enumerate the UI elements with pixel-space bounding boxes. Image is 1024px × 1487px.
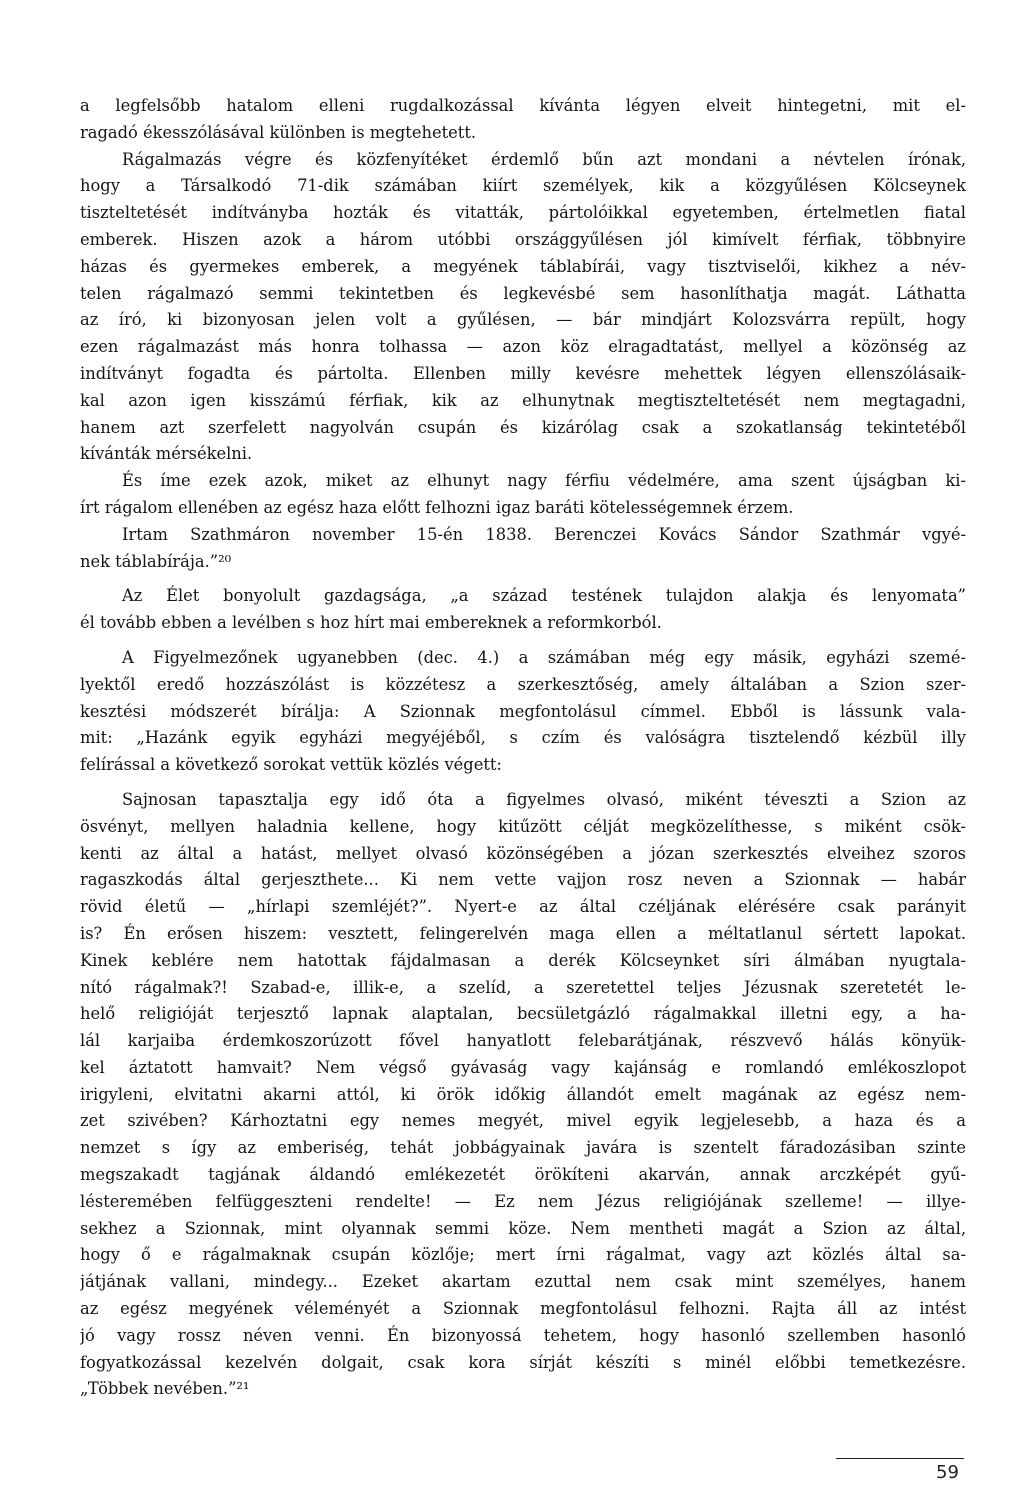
text-line: lál karjaiba érdemkoszorúzott fővel hanyatlott felebarátjának, részvevő hálás könyük-: [80, 1031, 966, 1051]
text-line: az író, ki bizonyosan jelen volt a gyűlésen, — bár mindjárt Kolozsvárra repült, hogy: [80, 310, 966, 330]
text-line: A Figyelmezőnek ugyanebben (dec. 4.) a számában még egy másik, egyházi szemé-: [122, 647, 966, 667]
text-line: hogy a Társalkodó 71-dik számában kiírt személyek, kik a közgyűlésen Kölcseynek: [80, 176, 966, 196]
text-line: nek táblabírája.”²⁰: [80, 551, 232, 571]
text-line: kel áztatott hamvait? Nem végső gyávaság vagy kajánság e romlandó emlékoszlopot: [80, 1057, 966, 1077]
text-line: hanem azt szerfelett nagyolván csupán és kizárólag csak a szokatlanság tekintetéből: [80, 417, 966, 437]
text-line: ezen rágalmazást más honra tolhassa — azon köz elragadtatást, mellyel a közönség az: [80, 337, 966, 357]
text-line: is? Én erősen hiszem: vesztett, felingerelvén maga ellen a méltatlanul sértett lapokat.: [80, 923, 966, 943]
text-line: kesztési módszerét bírálja: A Szionnak megfontolásul címmel. Ebből is lássunk vala-: [80, 701, 966, 721]
text-line: jó vagy rossz néven venni. Én bizonyossá tehetem, hogy hasonló szellemben hasonló: [80, 1325, 966, 1345]
text-line: hogy ő e rágalmaknak csupán közlője; mert írni rágalmat, vagy azt közlés által sa-: [80, 1245, 966, 1265]
paragraph-gap: [80, 637, 966, 645]
paragraph-gap: [80, 575, 966, 583]
text-line: Kinek keblére nem hatottak fájdalmasan a derék Kölcseynket síri álmában nyugtala-: [80, 950, 966, 970]
text-line: indítványt fogadta és pártolta. Ellenben milly kevésre mehettek légyen ellenszólásaik-: [80, 363, 966, 383]
text-line: ragadó ékesszólásával különben is megtehetett.: [80, 122, 477, 142]
page-number: 59: [936, 1462, 959, 1483]
text-line: tiszteltetését indítványba hozták és vitatták, pártolóikkal egyetemben, értelmetlen fiatal: [80, 203, 966, 223]
text-line: az egész megyének véleményét a Szionnak megfontolásul felhozni. Rajta áll az intést: [80, 1299, 966, 1319]
text-line: nító rágalmak?! Szabad-e, illik-e, a szelíd, a szeretettel teljes Jézusnak szeretetét le-: [80, 977, 966, 997]
text-line: lyektől eredő hozzászólást is közzétesz a szerkesztőség, amely általában a Szion szer-: [80, 674, 966, 694]
text-line: írt rágalom ellenében az egész haza előtt felhozni igaz baráti kötelességemnek érzem.: [80, 497, 794, 517]
text-line: kenti az által a hatást, mellyet olvasó közönségében a józan szerkesztés elveihez szoros: [80, 843, 966, 863]
text-line: zet szivében? Kárhoztatni egy nemes megyét, mivel egyik legjelesebb, a haza és a: [80, 1111, 966, 1131]
text-line: sekhez a Szionnak, mint olyannak semmi köze. Nem mentheti magát a Szion az által,: [80, 1218, 966, 1238]
text-line: „Többek nevében.”²¹: [80, 1379, 250, 1399]
text-line: Az Élet bonyolult gazdagsága, „a század testének tulajdon alakja és lenyomata”: [122, 586, 966, 606]
text-line: rövid életű — „hírlapi szemléjét?”. Nyert-e az által czéljának elérésére csak parányit: [80, 897, 966, 917]
text-line: Rágalmazás végre és közfenyítéket érdemlő bűn azt mondani a névtelen írónak,: [122, 149, 966, 169]
text-line: lésteremében felfüggeszteni rendelte! — Ez nem Jézus religiójának szelleme! — illye-: [80, 1191, 966, 1211]
text-line: És íme ezek azok, miket az elhunyt nagy férfiu védelmére, ama szent újságban ki-: [122, 471, 966, 491]
text-line: kívánták mérsékelni.: [80, 444, 253, 464]
text-line: felírással a következő sorokat vettük közlés végett:: [80, 755, 502, 775]
text-line: ösvényt, mellyen haladnia kellene, hogy kitűzött célját megközelíthesse, s miként csök-: [80, 816, 966, 836]
text-line: telen rágalmazó semmi tekintetben és legkevésbé sem hasonlíthatja magát. Láthatta: [80, 283, 966, 303]
text-line: a legfelsőbb hatalom elleni rugdalkozással kívánta légyen elveit hintegetni, mit el-: [80, 96, 966, 115]
text-line: házas és gyermekes emberek, a megyének táblabírái, vagy tisztviselői, kikhez a név-: [80, 256, 966, 276]
text-line: irigyleni, elvitatni akarni attól, ki örök időkig állandót emelt magának az egész nem-: [80, 1084, 966, 1104]
text-line: ragaszkodás által gerjeszthete... Ki nem vette vajjon rosz neven a Szionnak — habár: [80, 870, 966, 890]
text-line: nemzet s így az emberiség, tehát jobbágyainak javára is szentelt fáradozásiban szinte: [80, 1138, 966, 1158]
text-line: kal azon igen kisszámú férfiak, kik az elhunytnak megtiszteltetését nem megtagadni,: [80, 390, 966, 410]
text-line: Irtam Szathmáron november 15-én 1838. Berenczei Kovács Sándor Szathmár vgyé-: [122, 524, 966, 544]
footer-rule: [836, 1458, 964, 1459]
text-line: Sajnosan tapasztalja egy idő óta a figyelmes olvasó, miként téveszti a Szion az: [122, 789, 966, 809]
paragraph-gap: [80, 779, 966, 787]
page-body: [80, 93, 966, 1403]
text-line: megszakadt tagjának áldandó emlékezetét örökíteni akarván, annak arczképét gyű-: [80, 1165, 966, 1185]
text-line: emberek. Hiszen azok a három utóbbi országgyűlésen jól kimívelt férfiak, többnyire: [80, 229, 966, 249]
text-line: helő religióját terjesztő lapnak alaptalan, becsületgázló rágalmakkal illetni egy, a ha-: [80, 1004, 966, 1024]
text-line: játjának vallani, mindegy... Ezeket akartam ezuttal nem csak mint személyes, hanem: [80, 1272, 966, 1292]
text-line: fogyatkozással kezelvén dolgait, csak kora sírját készíti s minél előbbi temetkezésre.: [80, 1352, 966, 1372]
text-line: él tovább ebben a levélben s hoz hírt mai embereknek a reformkorból.: [80, 613, 662, 633]
text-line: mit: „Hazánk egyik egyházi megyéjéből, s czím és valóságra tisztelendő kézbül illy: [80, 728, 966, 748]
